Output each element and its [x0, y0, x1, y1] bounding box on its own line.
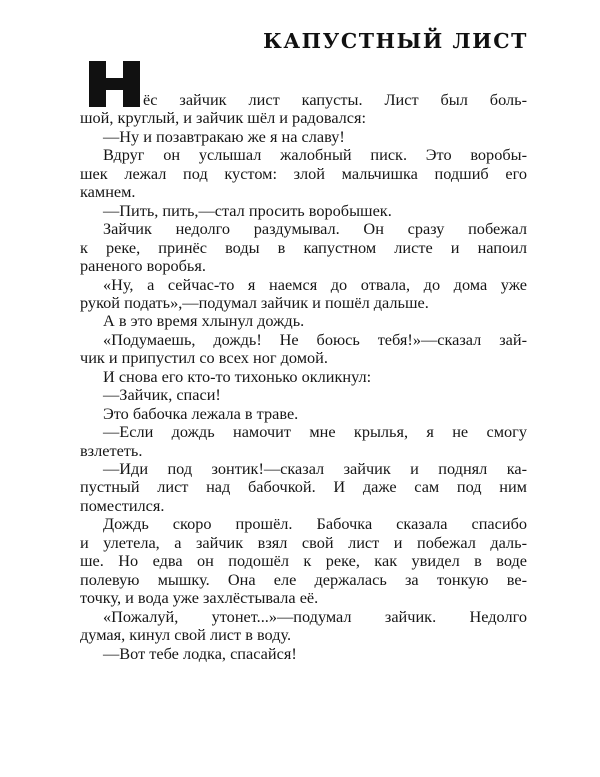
text-line: ше. Но едва он подошёл к реке, как увидел в воде	[80, 551, 527, 571]
text-line: —Если дождь намочит мне крылья, я не смогу	[103, 422, 527, 442]
text-line: поместился.	[80, 495, 165, 515]
text-line: шой, круглый, и зайчик шёл и радовался:	[80, 108, 367, 128]
text-line: к реке, принёс воды в капустном листе и напоил	[80, 237, 527, 257]
text-line: полевую мышку. Она еле держалась за тонкую ве-	[80, 569, 527, 589]
text-line: А в это время хлынул дождь.	[103, 311, 305, 331]
text-line: —Вот тебе лодка, спасайся!	[103, 643, 297, 663]
text-line: камнем.	[80, 182, 136, 202]
text-line: «Ну, а сейчас-то я наемся до отвала, до дома уже	[103, 274, 527, 294]
text-line: ёс зайчик лист капусты. Лист был боль-	[143, 90, 527, 109]
text-line: Вдруг он услышал жалобный писк. Это воробы-	[103, 145, 527, 165]
drop-cap-crossbar	[104, 78, 125, 90]
text-line: рукой подать»,—подумал зайчик и пошёл дальше.	[80, 292, 429, 312]
text-line: Зайчик недолго раздумывал. Он сразу побежал	[103, 219, 527, 239]
text-line: —Зайчик, спаси!	[103, 385, 221, 405]
text-line: пустный лист над бабочкой. И даже сам под ним	[80, 477, 527, 497]
text-line: взлететь.	[80, 440, 143, 460]
text-line: —Иди под зонтик!—сказал зайчик и поднял ка-	[103, 459, 527, 478]
text-line: —Пить, пить,—стал просить воробышек.	[103, 200, 392, 220]
text-line: раненого воробья.	[80, 256, 206, 276]
drop-cap-letter	[89, 61, 140, 107]
text-line: «Пожалуй, утонет...»—подумал зайчик. Недолго	[103, 606, 527, 626]
text-line: И снова его кто-то тихонько окликнул:	[103, 366, 372, 386]
text-line: Дождь скоро прошёл. Бабочка сказала спасибо	[103, 514, 527, 534]
text-line: точку, и вода уже захлёстывала её.	[80, 588, 319, 608]
text-line: думая, кинул свой лист в воду.	[80, 625, 292, 645]
text-line: чик и припустил со всех ног домой.	[80, 348, 328, 368]
text-line: шек лежал под кустом: злой мальчишка подшиб его	[80, 163, 527, 183]
story-title: КАПУСТНЫЙ ЛИСТ	[263, 29, 528, 53]
text-line: «Подумаешь, дождь! Не боюсь тебя!»—сказал зай-	[103, 329, 527, 349]
text-line: и улетела, а зайчик взял свой лист и побежал даль-	[80, 532, 527, 552]
text-line: Это бабочка лежала в траве.	[103, 403, 299, 423]
drop-cap-right-stem	[123, 61, 140, 107]
text-line: —Ну и позавтракаю же я на славу!	[103, 126, 345, 146]
